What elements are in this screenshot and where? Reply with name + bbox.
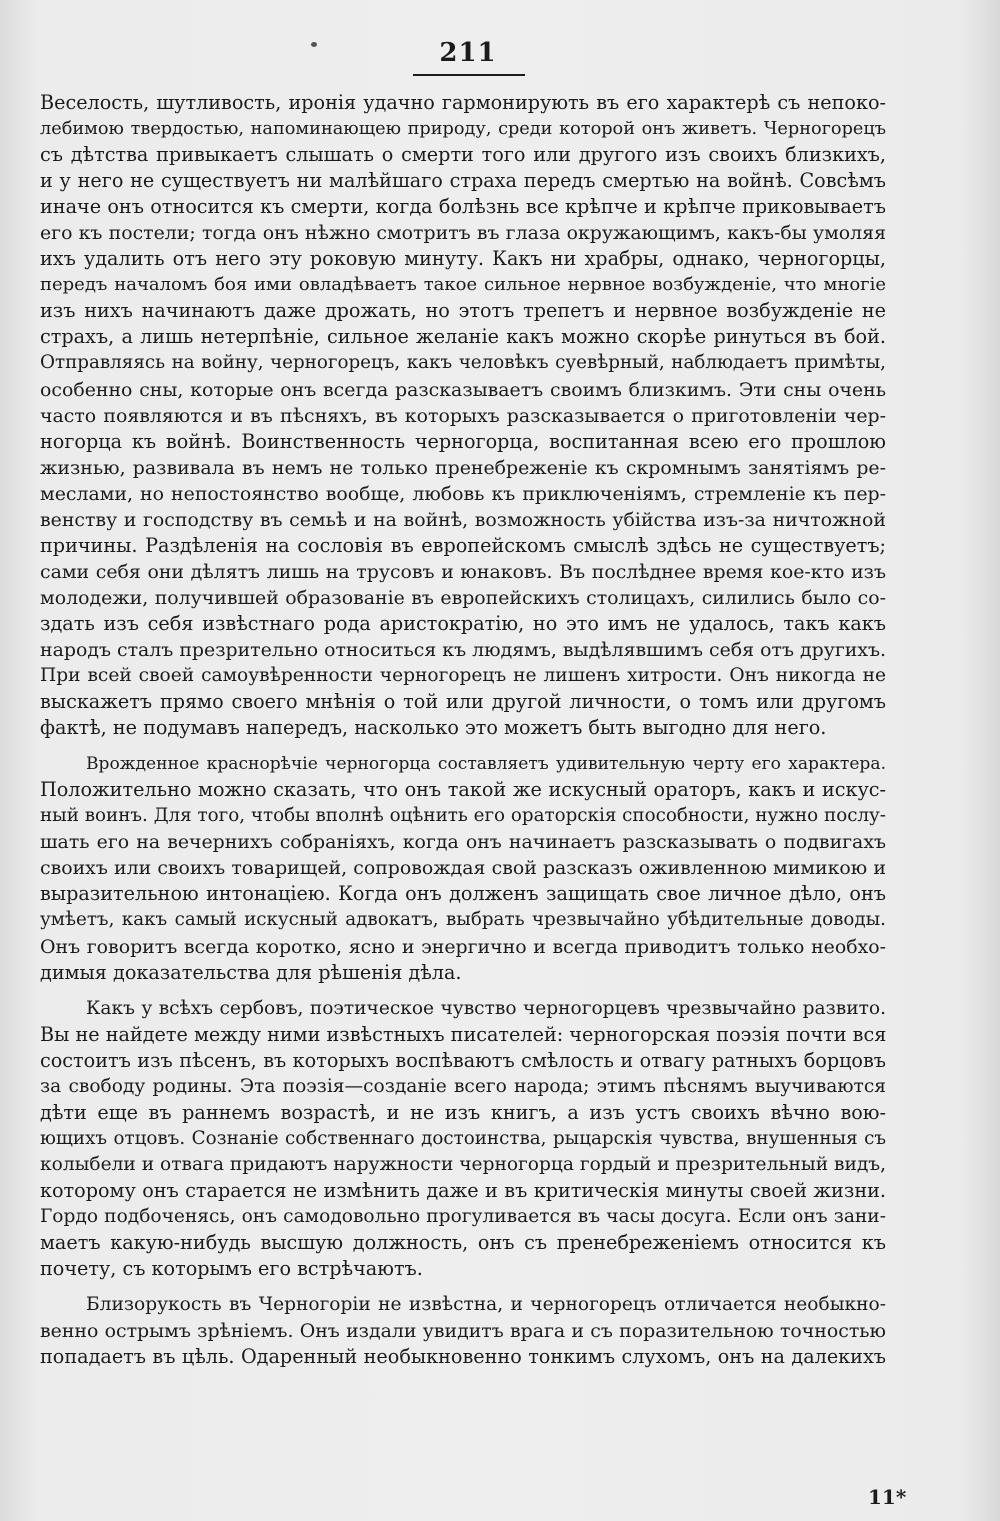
text-line: лебимою твердостью, напоминающею природу, среди которой онъ живетъ. Черногорецъ: [40, 119, 886, 140]
text-line: выскажетъ прямо своего мнѣнія о той или другой личности, о томъ или другомъ: [40, 690, 886, 714]
page-number: 211: [439, 38, 497, 68]
text-line: попадаетъ въ цѣль. Одаренный необыкновенно тонкимъ слухомъ, онъ на далекихъ: [40, 1345, 886, 1369]
text-line: страхъ, а лишь нетерпѣніе, сильное желаніе какъ можно скорѣе ринуться въ бой.: [40, 325, 886, 349]
text-line: часто появляются и въ пѣсняхъ, въ которыхъ разсказывается о приготовленіи чер-: [40, 404, 886, 427]
text-line: изъ нихъ начинаютъ даже дрожать, но этотъ трепетъ и нервное возбужденіе не: [40, 299, 886, 323]
text-line: ногорца къ войнѣ. Воинственность черногорца, воспитанная всею его прошлою: [40, 429, 886, 453]
text-line: Вы не найдете между ними извѣстныхъ писателей: черногорская поэзія почти вся: [40, 1022, 886, 1046]
text-line: умѣетъ, какъ самый искусный адвокатъ, выбрать чрезвычайно убѣдительные доводы.: [40, 909, 886, 931]
text-line: венно острымъ зрѣніемъ. Онъ издали увидитъ врага и съ поразительною точностью: [40, 1320, 886, 1343]
text-line: фактѣ, не подумавъ напередъ, насколько это можетъ быть выгодно для него.: [40, 716, 827, 740]
body-text: [40, 90, 886, 1370]
text-line: Какъ у всѣхъ сербовъ, поэтическое чувство черногорцевъ чрезвычайно развито.: [86, 997, 886, 1019]
text-line: венству и господству въ семьѣ и на войнѣ, возможность убійства изъ-за ничтожной: [40, 508, 886, 531]
paragraph-gap: [40, 741, 886, 751]
paragraph-gap: [40, 986, 886, 996]
text-line: за свободу родины. Эта поэзія—созданіе всего народа; этимъ пѣснямъ выучиваются: [40, 1075, 886, 1097]
text-line: Положительно можно сказать, что онъ такой же искусный ораторъ, какъ и искус-: [40, 778, 886, 802]
paragraph: [40, 90, 886, 741]
text-line: и у него не существуетъ ни малѣйшаго страха передъ смертью на войнѣ. Совсѣмъ: [40, 169, 886, 193]
text-line: сами себя они дѣлятъ лишь на трусовъ и юнаковъ. Въ послѣднее время кое-кто изъ: [40, 560, 886, 583]
paragraph: [40, 1292, 886, 1370]
text-line: почету, съ которымъ его встрѣчаютъ.: [40, 1257, 423, 1281]
text-line: выразительною интонаціею. Когда онъ долженъ защищать свое личное дѣло, онъ: [40, 882, 886, 906]
text-line: Отправляясь на войну, черногорецъ, какъ человѣкъ суевѣрный, наблюдаетъ примѣты,: [40, 352, 886, 374]
paragraph-gap: [40, 1282, 886, 1292]
text-line: иначе онъ относится къ смерти, когда болѣзнь все крѣпче и крѣпче приковываетъ: [40, 195, 886, 219]
text-line: ихъ удалить отъ него эту роковую минуту. Какъ ни храбры, однако, черногорцы,: [40, 247, 886, 271]
text-line: которому онъ старается не измѣнить даже и въ критическія минуты своей жизни.: [40, 1178, 886, 1202]
signature-mark: 11*: [868, 1485, 907, 1509]
paragraph: [40, 996, 886, 1283]
text-line: особенно сны, которые онъ всегда разсказываетъ своимъ близкимъ. Эти сны очень: [40, 378, 886, 401]
paragraph: [40, 751, 886, 985]
text-line: колыбели и отвага придаютъ наружности черногорца гордый и презрительный видъ,: [40, 1153, 886, 1175]
text-line: Веселость, шутливость, иронія удачно гармонирують въ его характерѣ съ непоко-: [40, 91, 886, 114]
text-line: причины. Раздѣленія на сословія въ европейскомъ смыслѣ здѣсь не существуетъ;: [40, 533, 886, 557]
text-line: жизнью, развивала въ немъ не только пренебреженіе къ скромнымъ занятіямъ ре-: [40, 456, 886, 479]
text-line: дѣти еще въ раннемъ возрастѣ, и не изъ книгъ, а изъ устъ своихъ вѣчно вою-: [40, 1100, 886, 1124]
text-line: ный воинъ. Для того, чтобы вполнѣ оцѣнить его ораторскія способности, нужно послу-: [40, 805, 886, 827]
text-line: народъ сталъ презрительно относиться къ людямъ, выдѣлявшимъ себя отъ другихъ.: [40, 638, 886, 661]
text-line: молодежи, получившей образованіе въ европейскихъ столицахъ, силились было со-: [40, 586, 886, 609]
text-line: своихъ или своихъ товарищей, сопровождая свой разсказъ оживленною мимикою и: [40, 857, 886, 880]
text-line: Гордо подбоченясь, онъ самодовольно прогуливается въ часы досуга. Если онъ зани-: [40, 1205, 886, 1227]
text-line: его къ постели; тогда онъ нѣжно смотритъ въ глаза окружающимъ, какъ-бы умоляя: [40, 222, 886, 245]
text-line: ющихъ отцовъ. Сознаніе собственнаго достоинства, рыцарскія чувства, внушенныя съ: [40, 1127, 886, 1149]
text-line: состоитъ изъ пѣсенъ, въ которыхъ воспѣваютъ смѣлость и отвагу ратныхъ борцовъ: [40, 1048, 886, 1072]
text-line: меслами, но непостоянство вообще, любовь къ приключеніямъ, стремленіе къ пер-: [40, 482, 886, 505]
text-line: Близорукость въ Черногоріи не извѣстна, и черногорецъ отличается необыкно-: [86, 1294, 886, 1316]
text-line: здать изъ себя извѣстнаго рода аристократію, но это имъ не удалось, такъ какъ: [40, 611, 886, 635]
text-line: Онъ говоритъ всегда коротко, ясно и энергично и всегда приводитъ только необхо-: [40, 935, 886, 958]
text-line: При всей своей самоувѣренности черногорецъ не лишенъ хитрости. Онъ никогда не: [40, 665, 886, 687]
text-line: Врожденное краснорѣчіе черногорца составляетъ удивительную черту его характера.: [86, 754, 886, 775]
header-rule: [413, 74, 525, 76]
text-line: димыя доказательства для рѣшенія дѣла.: [40, 960, 462, 984]
text-line: маетъ какую-нибудь высшую должность, онъ съ пренебреженіемъ относится къ: [40, 1231, 886, 1255]
text-line: шать его на вечернихъ собраніяхъ, когда онъ начинаетъ разсказывать о подвигахъ: [40, 831, 886, 854]
text-line: передъ началомъ боя ими овладѣваетъ такое сильное нервное возбужденіе, что многіе: [40, 274, 886, 296]
text-line: съ дѣтства привыкаетъ слышать о смерти того или другого изъ своихъ близкихъ,: [40, 143, 886, 167]
